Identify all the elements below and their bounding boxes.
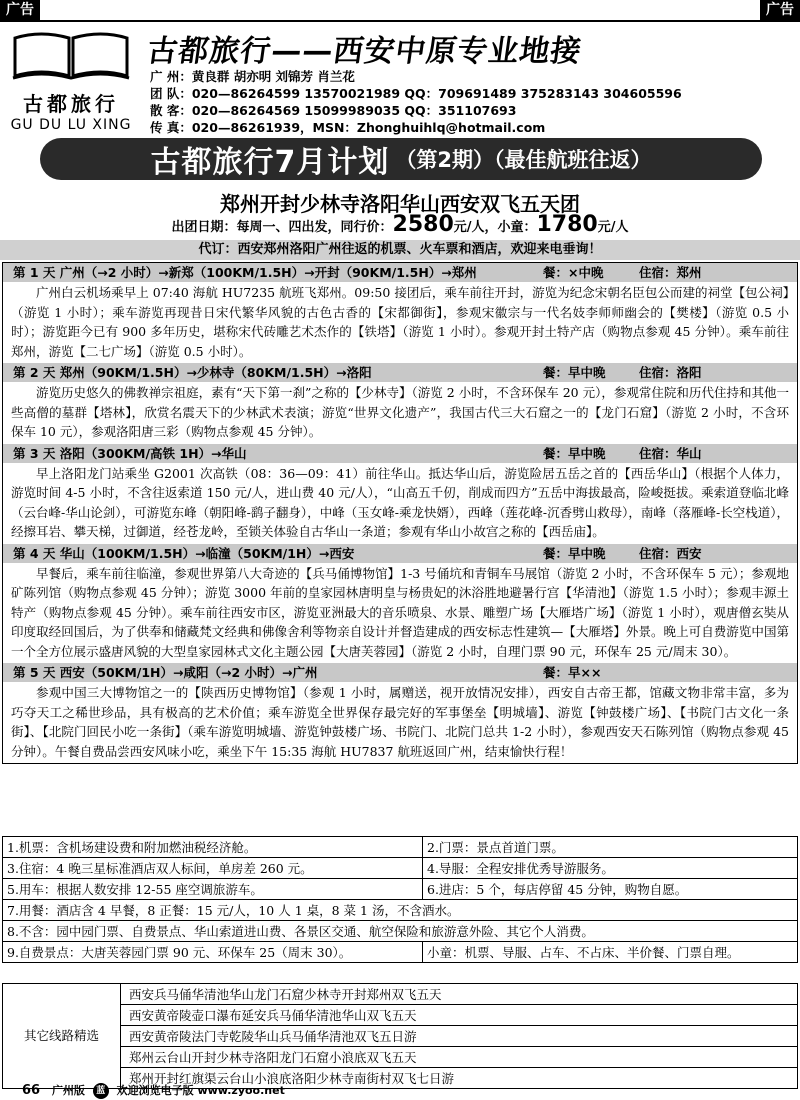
- info-cell: 7.用餐：酒店含 4 早餐，8 正餐：15 元/人，10 人 1 桌，8 菜 1 汤，不含酒水。: [3, 900, 798, 921]
- table-row: [3, 837, 798, 858]
- plan-banner: [40, 138, 762, 180]
- day-4-header: [3, 544, 797, 563]
- adult-price: 2580: [392, 212, 454, 237]
- info-cell: 1.机票：含机场建设费和附加燃油税经济舱。: [3, 837, 423, 858]
- day-5-body: 参观中国三大博物馆之一的【陕西历史博物馆】（参观 1 小时，属赠送，视开放情况安排），西安自古帝王都，馆藏文物非常丰富，多为巧夺天工之稀世珍品，具有极高的艺术价值；乘车游览全世界保存最完好的军事堡垒【明城墙】、游览【钟鼓楼广场】、【书院门古文化一条街】、【北院门回民小吃一条街】（乘车游览明城墙、游览钟鼓楼广场、书院门、北院门总共 1-2 小时），参观西安天石陈列馆（购物点参观 45 分钟）。午餐自费品尝西安风味小吃，乘坐下午 15:35 海航 HU7837 航班返回广州，结束愉快行程！: [11, 685, 789, 759]
- itinerary: [2, 262, 798, 764]
- day-stay: 住宿：郑州: [639, 265, 702, 280]
- route-item: 郑州云台山开封少林寺洛阳龙门石窟小浪底双飞五天: [121, 1047, 798, 1068]
- edition-badge: 蓝: [93, 1083, 109, 1099]
- banner-main: 古都旅行7月计划: [150, 145, 390, 180]
- info-cell: 4.导服：全程安排优秀导游服务。: [423, 858, 798, 879]
- banner-sub: （第2期）（最佳航班往返）: [395, 148, 652, 172]
- contact-line: 广 州：黄良群 胡亦明 刘锦芳 肖兰花: [150, 69, 355, 84]
- info-cell: 5.用车：根据人数安排 12-55 座空调旅游车。: [3, 879, 423, 900]
- day-stay: 住宿：洛阳: [639, 365, 702, 380]
- day-route: 第 4 天 华山（100KM/1.5H）→临潼（50KM/1H）→西安: [13, 545, 355, 561]
- day-route: 第 3 天 洛阳（300KM/高铁 1H）→华山: [13, 445, 247, 461]
- route-item: 西安兵马俑华清池华山龙门石窟少林寺开封郑州双飞五天: [121, 984, 798, 1005]
- day-2-body: 游览历史悠久的佛教禅宗祖庭，素有“天下第一刹”之称的【少林寺】（游览 2 小时，不含环保车 20 元），参观常住院和历代住持和其他一些高僧的墓群【塔林】，欣赏名震天下的少林武术表演；游览“世界文化遗产”，我国古代三大石窟之一的【龙门石窟】（游览 2 小时，不含环保车 10 元），参观洛阳唐三彩（购物点参观 45 分钟）。: [11, 385, 789, 439]
- day-meal: 餐：早××: [543, 665, 602, 680]
- route-item: 西安黄帝陵壶口瀑布延安兵马俑华清池华山双飞五天: [121, 1005, 798, 1026]
- route-item: 西安黄帝陵法门寺乾陵华山兵马俑华清池双飞五日游: [121, 1026, 798, 1047]
- departure-dates: 出团日期：每周一、四出发，同行价：: [171, 220, 393, 235]
- info-cell: 2.门票：景点首道门票。: [423, 837, 798, 858]
- child-price: 1780: [536, 212, 598, 237]
- table-row: [3, 942, 798, 963]
- day-stay: 住宿：西安: [639, 545, 702, 561]
- day-route: 第 5 天 西安（50KM/1H）→咸阳（→2 小时）→广州: [13, 665, 318, 680]
- child-unit: 元/人: [597, 220, 629, 235]
- routes-label: 其它线路精选: [3, 984, 121, 1089]
- day-2-header: [3, 363, 797, 382]
- logo: [6, 30, 136, 133]
- info-cell: 8.不含：园中园门票、自费景点、华山索道进山费、各景区交通、航空保险和旅游意外险、其它个人消费。: [3, 921, 798, 942]
- day-route: 第 2 天 郑州（90KM/1.5H）→少林寺（80KM/1.5H）→洛阳: [13, 365, 372, 380]
- contact-block: [150, 68, 682, 136]
- agent-notice: 代订：西安郑州洛阳广州往返的机票、火车票和酒店，欢迎来电垂询！: [0, 240, 800, 260]
- info-cell: 小童：机票、导服、占车、不占床、半价餐、门票自理。: [423, 942, 798, 963]
- table-row: [3, 1026, 798, 1047]
- contact-line: 传 真：020—86261939，MSN：Zhonghuihlq@hotmail.com: [150, 120, 546, 135]
- logo-cn-text: 古都旅行: [23, 92, 119, 116]
- day-4-body: 早餐后，乘车前往临潼，参观世界第八大奇迹的【兵马俑博物馆】1-3 号俑坑和青铜车马展馆（游览 2 小时，不含环保车 5 元）；参观地矿陈列馆（购物点参观 45 分钟）；游览 3000 年前的皇家园林唐明皇与杨贵妃的沐浴胜地避暑行宫【华清池】（游览 1.5 小时）；参观丰源土特产（购物点参观 45 分钟）。乘车前往西安市区，游览亚洲最大的音乐喷泉、水景、雕塑广场【大雁塔广场】（游览 1 小时），观唐僧玄奘从印度取经回国后，为了供奉和储藏梵文经典和佛像舍利等物亲自设计并督造建成的西安标志性建筑—【大雁塔】外景。晚上可自费游览中国第一个全方位展示盛唐风貌的大型皇家园林式文化主题公园【大唐芙蓉园】（游览 2 小时，自理门票 90 元，环保车 25 元/周末 30）。: [11, 565, 789, 659]
- day-stay: 住宿：华山: [639, 445, 702, 461]
- day-3-header: [3, 444, 797, 463]
- day-route: 第 1 天 广州（→2 小时）→新郑（100KM/1.5H）→开封（90KM/1.5H）→郑州: [13, 265, 477, 280]
- ad-label-right: 广告: [760, 0, 800, 20]
- adult-unit: 元/人，小童：: [453, 220, 537, 235]
- table-row: [3, 900, 798, 921]
- ad-label-left: 广告: [0, 0, 40, 20]
- table-row: [3, 1005, 798, 1026]
- day-meal: 餐：早中晚: [543, 445, 606, 461]
- footer-link[interactable]: 欢迎浏览电子版 www.zyoo.net: [116, 1084, 285, 1097]
- day-meal: 餐：早中晚: [543, 365, 606, 380]
- header: [0, 22, 800, 134]
- day-meal: 餐：早中晚: [543, 545, 606, 561]
- table-row: [3, 921, 798, 942]
- day-meal: 餐：×中晚: [543, 265, 604, 280]
- page-number: 66: [22, 1083, 41, 1098]
- table-row: [3, 858, 798, 879]
- service-info-table: [2, 836, 798, 963]
- day-1-body: 广州白云机场乘早上 07:40 海航 HU7235 航班飞郑州。09:50 接团后，乘车前往开封，游览为纪念宋朝名臣包公而建的祠堂【包公祠】（游览 1 小时）；乘车游览再现昔日宋代繁华风貌的古色古香的【宋都御街】，参观宋徽宗与一代名妓李师师幽会的【樊楼】（游览 0.5 小时）；游览距今已有 900 多年历史，堪称宋代砖雕艺术杰作的【铁塔】（游览 1 小时）。参观开封土特产店（购物点参观 45 分钟）。乘车前往郑州，游览【二七广场】（游览 0.5 小时）。: [11, 285, 789, 359]
- price-line: [0, 212, 800, 237]
- company-title: 古都旅行——西安中原专业地接: [145, 34, 584, 69]
- footer: [0, 1082, 800, 1099]
- contact-line: 散 客：020—86264569 15099989035 QQ：351107693: [150, 103, 517, 118]
- table-row: [3, 879, 798, 900]
- table-row: [3, 984, 798, 1005]
- tour-title: 郑州开封少林寺洛阳华山西安双飞五天团: [220, 192, 580, 216]
- info-cell: 6.进店：5 个，每店停留 45 分钟，购物自愿。: [423, 879, 798, 900]
- logo-en-text: GU DU LU XING: [10, 117, 132, 133]
- route-item: 郑州开封红旗渠云台山小浪底洛阳少林寺南街村双飞七日游: [121, 1068, 798, 1089]
- day-5-header: [3, 663, 797, 682]
- info-cell: 9.自费景点：大唐芙蓉园门票 90 元、环保车 25（周末 30）。: [3, 942, 423, 963]
- day-1-header: [3, 263, 797, 282]
- contact-line: 团 队：020—86264599 13570021989 QQ：709691489 375283143 304605596: [150, 86, 682, 101]
- day-3-body: 早上洛阳龙门站乘坐 G2001 次高铁（08：36—09：41）前往华山。抵达华山后，游览险居五岳之首的【西岳华山】（根据个人体力，游览时间 4-5 小时，不含往返索道 150 元/人，进山费 40 元/人），“山高五千仞，削成而四方”五岳中海拔最高，险峻挺拔。乘索道登临北峰（云台峰-华山论剑），可游览东峰（朝阳峰-鹞子翻身），中峰（玉女峰-乘龙快婿），西峰（莲花峰-沉香劈山救母），南峰（落雁峰-长空栈道），经擦耳岩、攀天梯，过御道，经苍龙岭，至锁关体验自古华山一条道；参观有华山小故宫之称的【西岳庙】。: [11, 465, 789, 539]
- edition-label: 广州版: [51, 1084, 85, 1097]
- open-book-icon: [11, 30, 131, 80]
- other-routes-table: [2, 983, 798, 1089]
- info-cell: 3.住宿：4 晚三星标准酒店双人标间，单房差 260 元。: [3, 858, 423, 879]
- table-row: [3, 1047, 798, 1068]
